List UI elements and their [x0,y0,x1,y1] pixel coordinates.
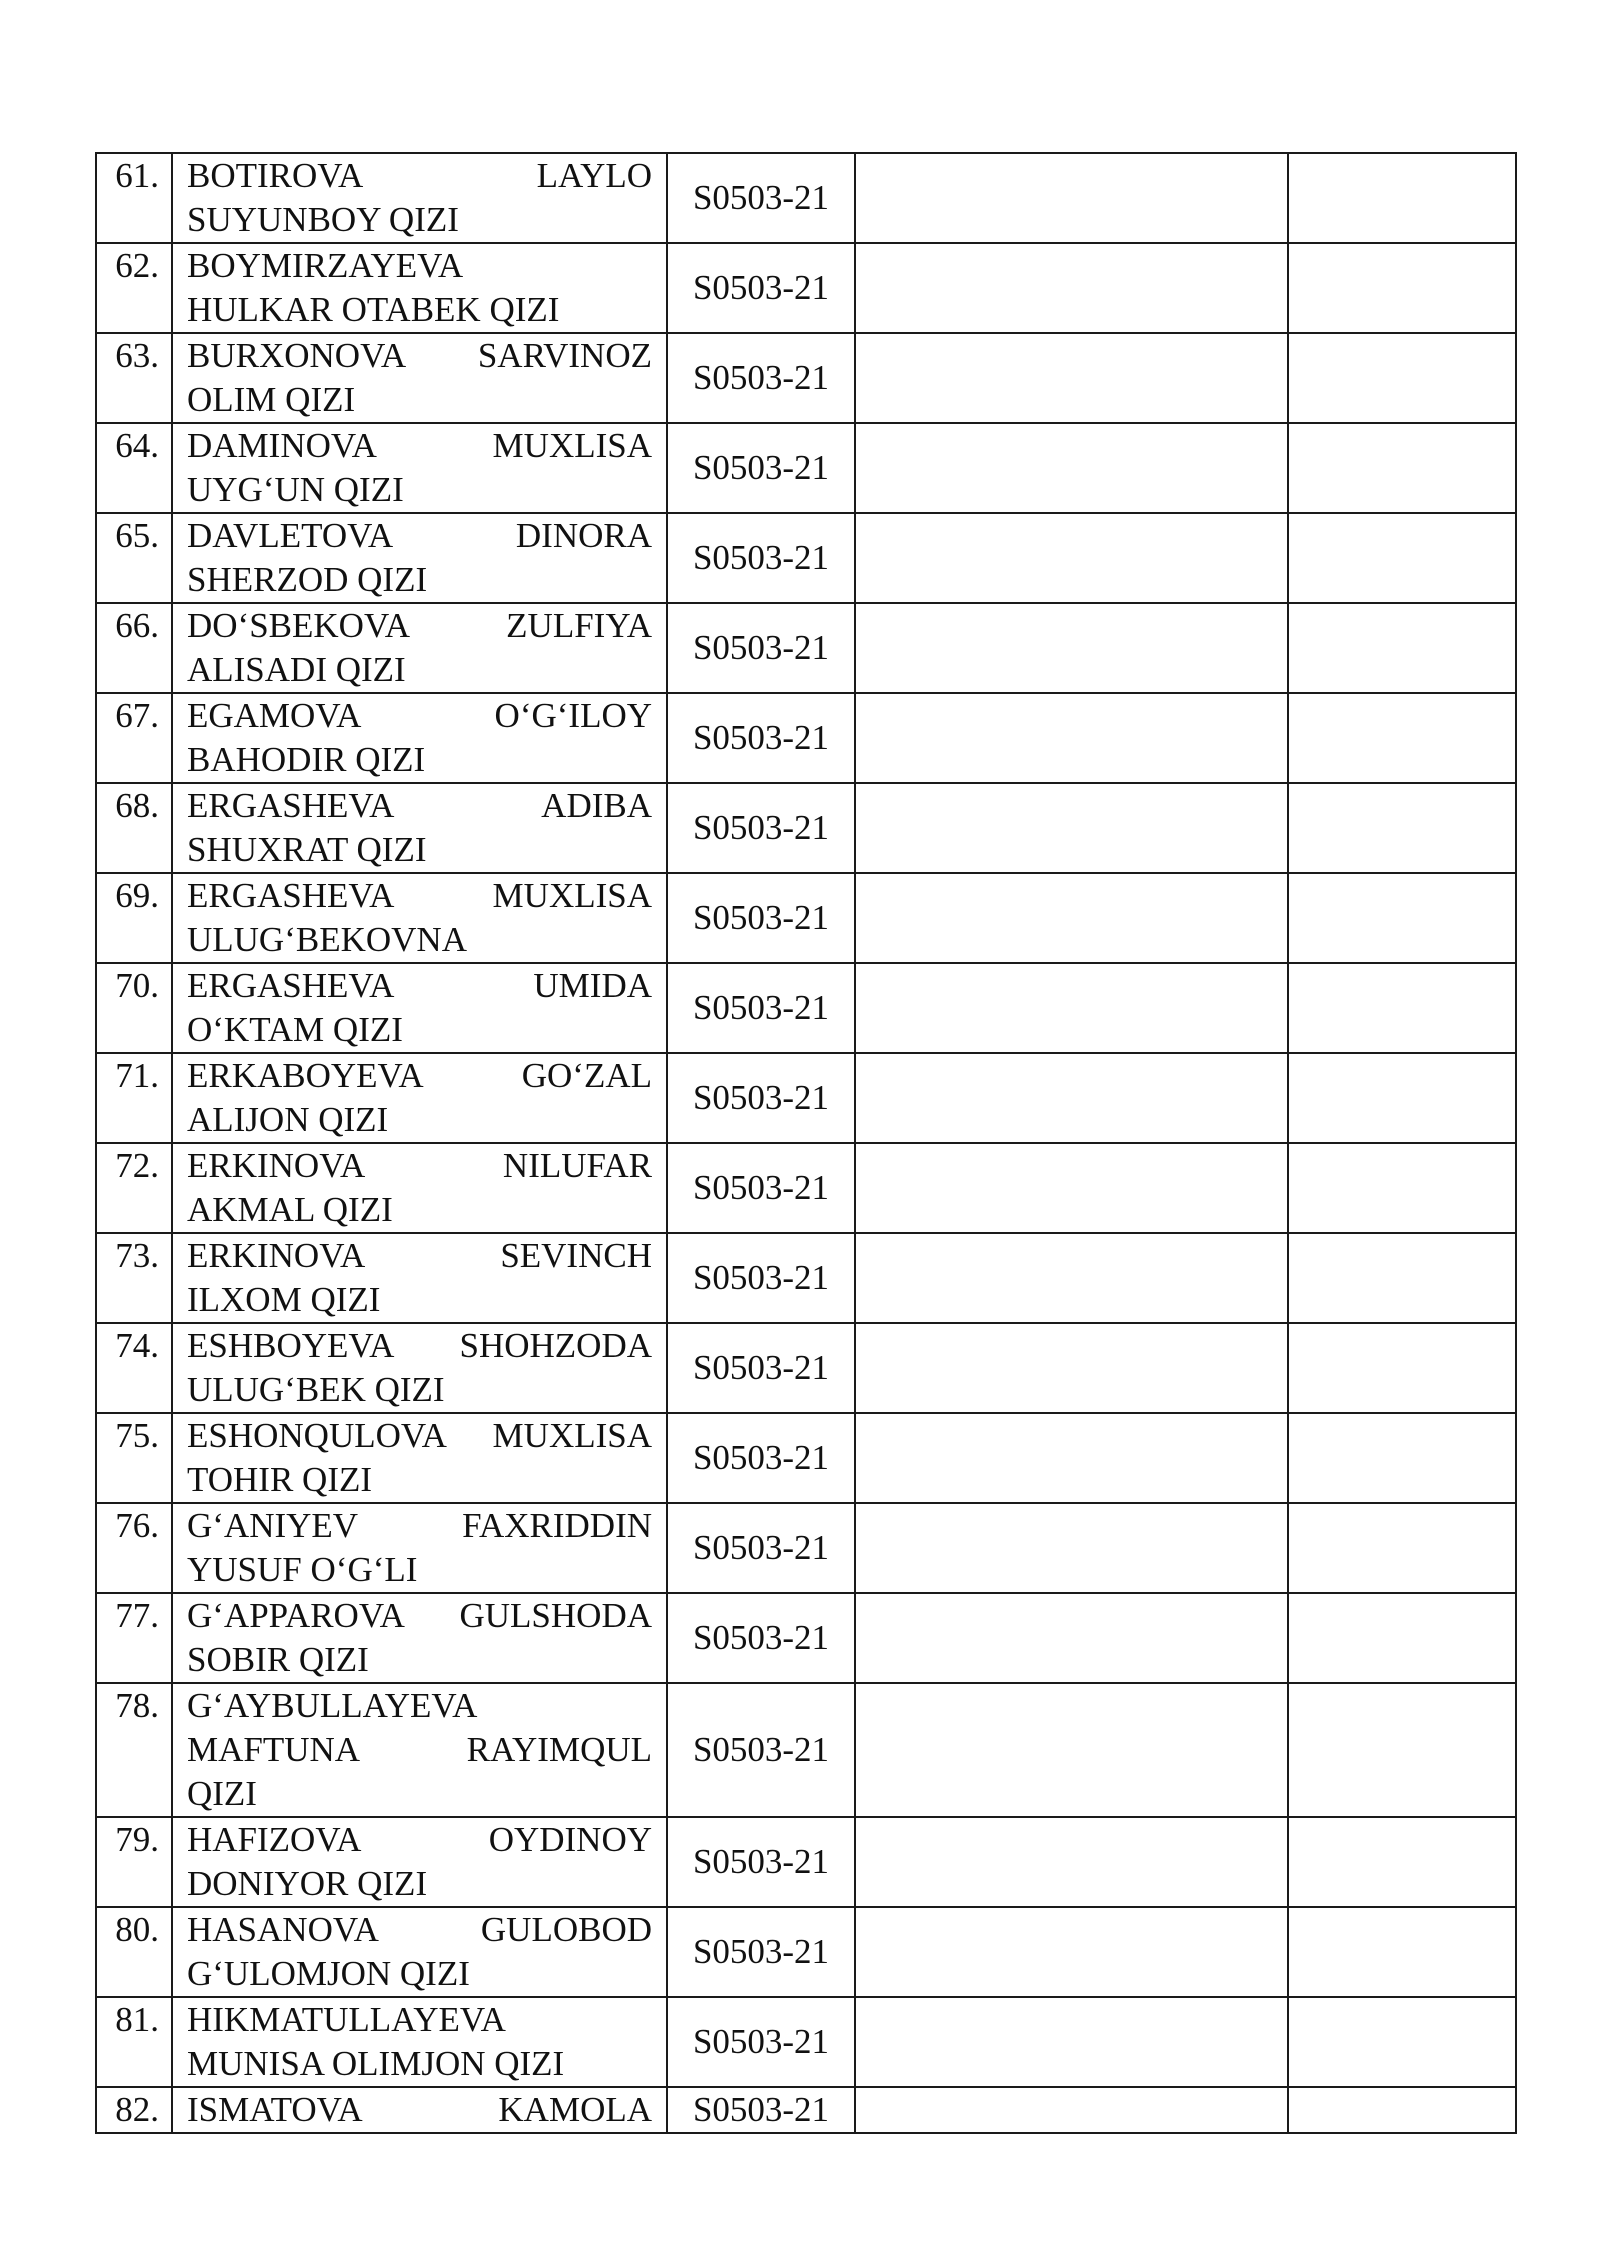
table-row [96,153,1516,243]
name-word: DAMINOVA [187,426,377,465]
group-code: S0503-21 [667,1233,855,1323]
name-line-1 [187,874,652,918]
empty-cell [1288,693,1516,783]
row-number: 73. [96,1233,172,1323]
name-line-1 [187,1818,652,1862]
name-word: KAMOLA [498,2090,652,2129]
group-code: S0503-21 [667,2087,855,2133]
empty-cell [855,333,1288,423]
row-number: 71. [96,1053,172,1143]
row-number: 75. [96,1413,172,1503]
group-code: S0503-21 [667,1907,855,1997]
table-row [96,1053,1516,1143]
name-word: ESHONQULOVA [187,1416,447,1455]
student-name-cell [172,1997,667,2087]
name-line-2: TOHIR QIZI [187,1460,373,1499]
table-row [96,1323,1516,1413]
empty-cell [855,693,1288,783]
table-row [96,423,1516,513]
row-number: 63. [96,333,172,423]
name-line-1 [187,1504,652,1548]
name-line-1 [187,694,652,738]
row-number: 70. [96,963,172,1053]
student-name-cell [172,1683,667,1817]
name-word: ISMATOVA [187,2090,363,2129]
empty-cell [855,1817,1288,1907]
name-word: GULSHODA [459,1596,652,1635]
name-line-1 [187,1998,652,2042]
table-row [96,333,1516,423]
row-number: 80. [96,1907,172,1997]
name-line-1 [187,1908,652,1952]
name-word: LAYLO [536,156,652,195]
empty-cell [855,513,1288,603]
table-row [96,1413,1516,1503]
student-name-cell [172,1143,667,1233]
name-line-1 [187,1054,652,1098]
empty-cell [1288,1683,1516,1817]
empty-cell [1288,603,1516,693]
name-line-2: SHUXRAT QIZI [187,830,427,869]
empty-cell [855,1413,1288,1503]
name-word: HAFIZOVA [187,1820,362,1859]
name-word: G‘AYBULLAYEVA [187,1686,478,1725]
table-row [96,243,1516,333]
table-row [96,693,1516,783]
name-word: HIKMATULLAYEVA [187,2000,506,2039]
group-code: S0503-21 [667,513,855,603]
student-name-cell [172,783,667,873]
name-line-2: YUSUF O‘G‘LI [187,1550,418,1589]
empty-cell [855,603,1288,693]
student-name-cell [172,1413,667,1503]
row-number: 67. [96,693,172,783]
empty-cell [855,1683,1288,1817]
name-line-1 [187,2088,652,2132]
row-number: 77. [96,1593,172,1683]
empty-cell [855,783,1288,873]
name-line-1 [187,1684,652,1728]
name-line-1 [187,154,652,198]
name-line-2: SUYUNBOY QIZI [187,200,459,239]
group-code: S0503-21 [667,1593,855,1683]
student-roster-table [95,152,1517,2134]
name-word: ERKINOVA [187,1236,366,1275]
table-row [96,1817,1516,1907]
empty-cell [1288,153,1516,243]
empty-cell [1288,1817,1516,1907]
row-number: 64. [96,423,172,513]
name-line-2: SOBIR QIZI [187,1640,369,1679]
name-word: ERGASHEVA [187,876,395,915]
name-line-1 [187,334,652,378]
empty-cell [855,243,1288,333]
name-line-2: ALIJON QIZI [187,1100,389,1139]
name-line-1 [187,784,652,828]
name-line-2: DONIYOR QIZI [187,1864,428,1903]
empty-cell [855,423,1288,513]
name-word: ZULFIYA [506,606,652,645]
table-row [96,783,1516,873]
row-number: 62. [96,243,172,333]
row-number: 61. [96,153,172,243]
group-code: S0503-21 [667,1413,855,1503]
empty-cell [1288,423,1516,513]
student-name-cell [172,1233,667,1323]
student-name-cell [172,333,667,423]
name-word: G‘ANIYEV [187,1506,359,1545]
student-name-cell [172,603,667,693]
name-word: UMIDA [533,966,652,1005]
empty-cell [855,1143,1288,1233]
name-word: ADIBA [541,786,652,825]
name-line-3: QIZI [187,1774,257,1813]
group-code: S0503-21 [667,1053,855,1143]
table-row [96,1683,1516,1817]
group-code: S0503-21 [667,243,855,333]
group-code: S0503-21 [667,1503,855,1593]
roster-body [96,153,1516,2133]
empty-cell [855,963,1288,1053]
table-row [96,1907,1516,1997]
name-line-1 [187,1414,652,1458]
row-number: 72. [96,1143,172,1233]
empty-cell [1288,1233,1516,1323]
name-line-2: BAHODIR QIZI [187,740,426,779]
name-line-1 [187,964,652,1008]
name-word: NILUFAR [502,1146,652,1185]
name-line-2: ULUG‘BEKOVNA [187,920,467,959]
group-code: S0503-21 [667,783,855,873]
table-row [96,2087,1516,2133]
student-name-cell [172,1817,667,1907]
group-code: S0503-21 [667,333,855,423]
empty-cell [1288,1413,1516,1503]
row-number: 81. [96,1997,172,2087]
name-word: ESHBOYEVA [187,1326,395,1365]
student-name-cell [172,1503,667,1593]
row-number: 76. [96,1503,172,1593]
empty-cell [855,1053,1288,1143]
student-name-cell [172,1053,667,1143]
name-line-2: ILXOM QIZI [187,1280,381,1319]
student-name-cell [172,423,667,513]
empty-cell [1288,1053,1516,1143]
empty-cell [855,2087,1288,2133]
group-code: S0503-21 [667,603,855,693]
name-line-1 [187,424,652,468]
name-line-2: ULUG‘BEK QIZI [187,1370,445,1409]
student-name-cell [172,1323,667,1413]
student-name-cell [172,513,667,603]
table-row [96,1593,1516,1683]
name-line-2: OLIM QIZI [187,380,356,419]
name-word: DAVLETOVA [187,516,394,555]
row-number: 79. [96,1817,172,1907]
name-word: HASANOVA [187,1910,379,1949]
name-line-1 [187,1324,652,1368]
empty-cell [1288,1997,1516,2087]
row-number: 74. [96,1323,172,1413]
empty-cell [1288,1323,1516,1413]
empty-cell [855,1503,1288,1593]
name-word: BURXONOVA [187,336,407,375]
name-word: GULOBOD [480,1910,652,1949]
empty-cell [1288,873,1516,963]
name-word: OYDINOY [488,1820,652,1859]
empty-cell [1288,333,1516,423]
empty-cell [1288,783,1516,873]
group-code: S0503-21 [667,1323,855,1413]
name-word: MUXLISA [492,876,652,915]
name-word: ERGASHEVA [187,966,395,1005]
row-number: 66. [96,603,172,693]
empty-cell [855,1593,1288,1683]
table-row [96,1233,1516,1323]
name-word: ERKINOVA [187,1146,366,1185]
empty-cell [1288,1907,1516,1997]
empty-cell [855,1907,1288,1997]
name-word: SARVINOZ [477,336,652,375]
name-word: MUXLISA [492,1416,652,1455]
empty-cell [855,1997,1288,2087]
name-word: ERGASHEVA [187,786,395,825]
name-word: O‘G‘ILOY [494,696,652,735]
name-line-1 [187,514,652,558]
table-row [96,1503,1516,1593]
name-line-1 [187,1594,652,1638]
student-name-cell [172,1907,667,1997]
name-line-1 [187,244,652,288]
group-code: S0503-21 [667,963,855,1053]
name-line-2: UYG‘UN QIZI [187,470,404,509]
name-word: BOTIROVA [187,156,364,195]
empty-cell [1288,963,1516,1053]
name-word: GO‘ZAL [521,1056,652,1095]
name-word: G‘APPAROVA [187,1596,405,1635]
name-word: FAXRIDDIN [462,1506,652,1545]
table-row [96,963,1516,1053]
name-line-2 [187,1728,652,1772]
table-row [96,513,1516,603]
table-row [96,1997,1516,2087]
group-code: S0503-21 [667,1143,855,1233]
name-word: SHOHZODA [459,1326,652,1365]
name-word: ERKABOYEVA [187,1056,424,1095]
group-code: S0503-21 [667,1817,855,1907]
empty-cell [1288,513,1516,603]
name-line-2: G‘ULOMJON QIZI [187,1954,470,1993]
empty-cell [1288,2087,1516,2133]
row-number: 65. [96,513,172,603]
name-word: DINORA [515,516,652,555]
empty-cell [855,873,1288,963]
group-code: S0503-21 [667,693,855,783]
name-line-2: AKMAL QIZI [187,1190,393,1229]
empty-cell [1288,1593,1516,1683]
name-word: MUXLISA [492,426,652,465]
name-word: EGAMOVA [187,696,362,735]
group-code: S0503-21 [667,1997,855,2087]
name-line-1 [187,1234,652,1278]
group-code: S0503-21 [667,423,855,513]
row-number: 69. [96,873,172,963]
table-row [96,873,1516,963]
name-line-2: MUNISA OLIMJON QIZI [187,2044,565,2083]
name-line-1 [187,604,652,648]
student-name-cell [172,963,667,1053]
row-number: 78. [96,1683,172,1817]
empty-cell [1288,1503,1516,1593]
group-code: S0503-21 [667,873,855,963]
empty-cell [1288,243,1516,333]
name-line-2: HULKAR OTABEK QIZI [187,290,560,329]
name-word: MAFTUNA [187,1730,361,1769]
name-line-1 [187,1144,652,1188]
empty-cell [1288,1143,1516,1233]
student-name-cell [172,873,667,963]
empty-cell [855,153,1288,243]
student-name-cell [172,2087,667,2133]
row-number: 68. [96,783,172,873]
student-name-cell [172,1593,667,1683]
empty-cell [855,1233,1288,1323]
name-word: DO‘SBEKOVA [187,606,410,645]
student-name-cell [172,243,667,333]
empty-cell [855,1323,1288,1413]
table-row [96,1143,1516,1233]
name-line-2: O‘KTAM QIZI [187,1010,403,1049]
table-row [96,603,1516,693]
name-line-2: ALISADI QIZI [187,650,406,689]
group-code: S0503-21 [667,153,855,243]
student-name-cell [172,693,667,783]
name-word: RAYIMQUL [466,1730,652,1769]
row-number: 82. [96,2087,172,2133]
group-code: S0503-21 [667,1683,855,1817]
name-line-2: SHERZOD QIZI [187,560,428,599]
name-word: SEVINCH [500,1236,652,1275]
student-name-cell [172,153,667,243]
name-word: BOYMIRZAYEVA [187,246,464,285]
